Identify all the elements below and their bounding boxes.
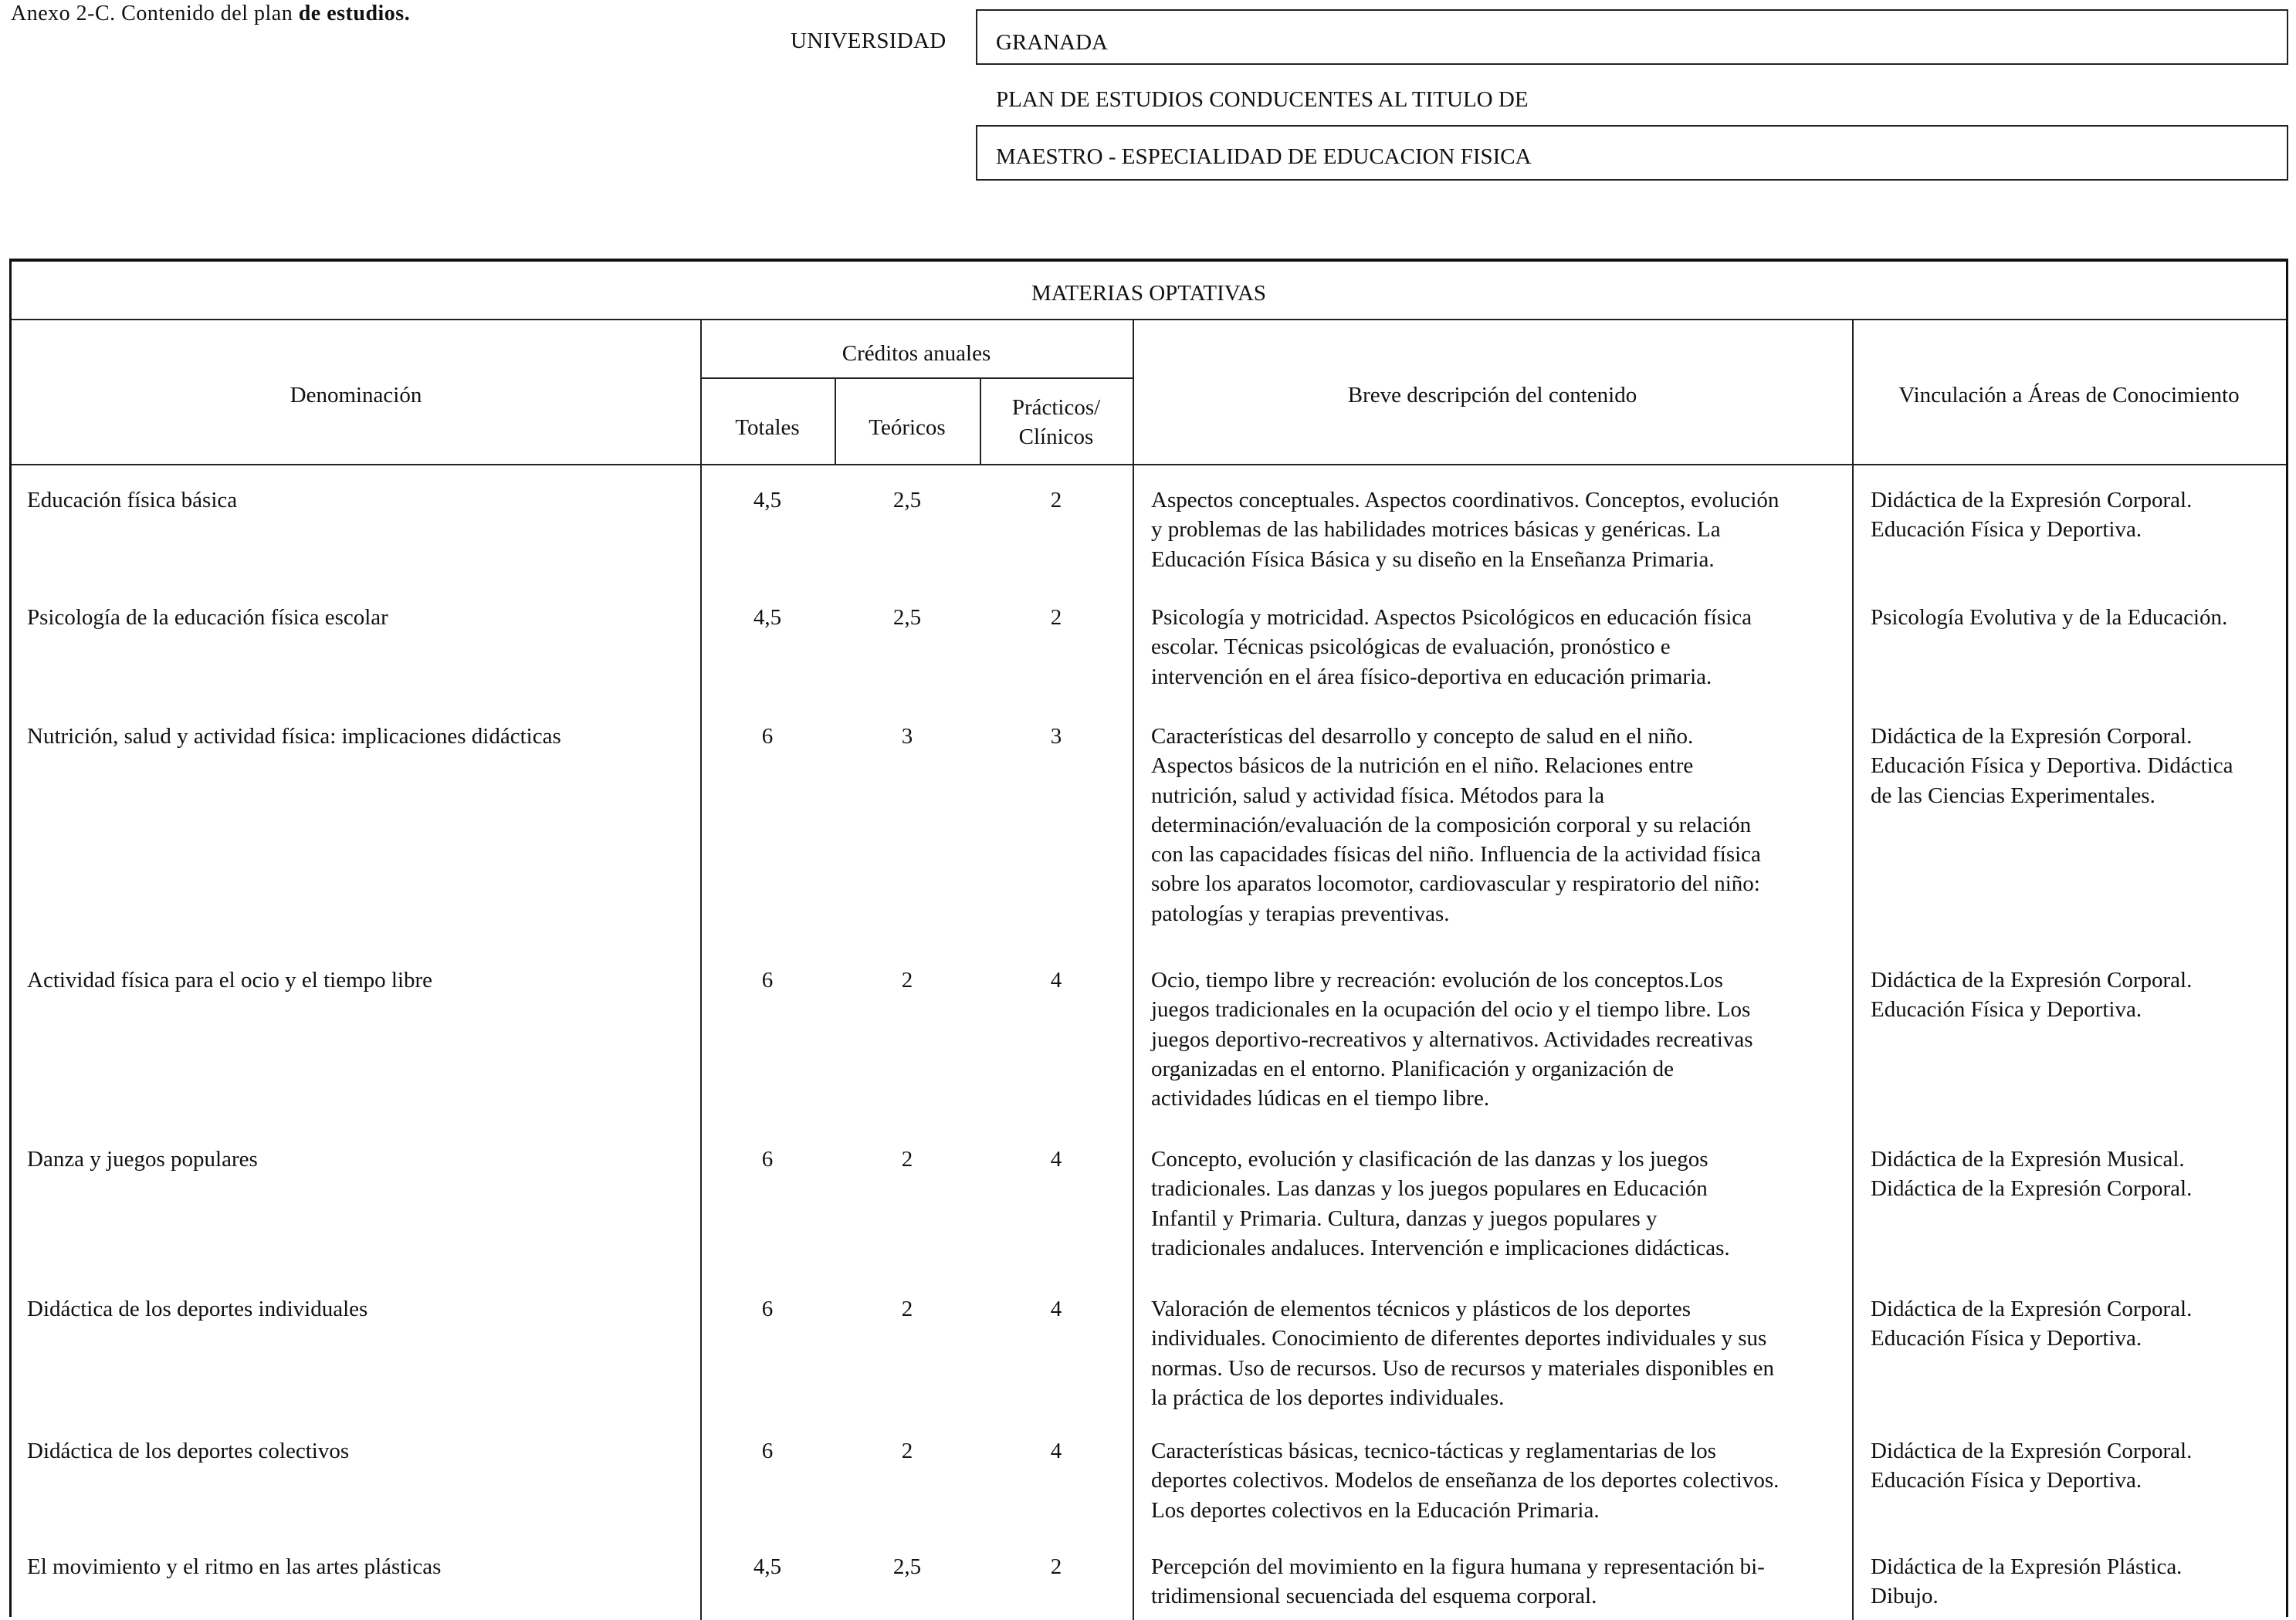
cell-totales: 6 <box>761 968 774 993</box>
table-row-name: Didáctica de los deportes individuales <box>27 1297 368 1321</box>
cell-description <box>1151 1294 1846 1412</box>
description-line: sobre los aparatos locomotor, cardiovascular y respiratorio del niño: <box>1151 871 1760 897</box>
cell-totales: 6 <box>761 1297 774 1321</box>
cell-teoricos: 2,5 <box>892 605 922 630</box>
table-row-name: Educación física básica <box>27 488 238 512</box>
header-vinculacion: Vinculación a Áreas de Conocimiento <box>1898 383 2240 408</box>
cell-areas <box>1871 966 2296 1025</box>
cell-description <box>1151 966 1846 1113</box>
divider-creditos-sub <box>700 377 1133 379</box>
cell-description <box>1151 722 1846 928</box>
table-row-name: Psicología de la educación física escolar <box>27 605 388 630</box>
cell-areas <box>1871 1436 2296 1496</box>
description-line: Ocio, tiempo libre y recreación: evolución de los conceptos.Los <box>1151 968 1723 993</box>
cell-description <box>1151 1436 1846 1525</box>
cell-description <box>1151 1552 1846 1612</box>
header-creditos: Créditos anuales <box>842 341 991 366</box>
area-line: Didáctica de la Expresión Corporal. <box>1871 488 2193 512</box>
description-line: patologías y terapias preventivas. <box>1151 901 1450 926</box>
description-line: nutrición, salud y actividad física. Métodos para la <box>1151 783 1605 808</box>
cell-description <box>1151 1145 1846 1263</box>
description-line: individuales. Conocimiento de diferentes deportes individuales y sus <box>1151 1326 1767 1351</box>
header-denominacion: Denominación <box>290 383 422 408</box>
cell-description <box>1151 485 1846 574</box>
area-line: Dibujo. <box>1871 1584 1939 1609</box>
description-line: actividades lúdicas en el tiempo libre. <box>1151 1086 1490 1111</box>
description-line: Concepto, evolución y clasificación de las danzas y los juegos <box>1151 1147 1708 1172</box>
header-teoricos: Teóricos <box>869 415 946 440</box>
area-line: Didáctica de la Expresión Corporal. <box>1871 968 2193 993</box>
cell-teoricos: 2 <box>901 1147 913 1172</box>
cell-teoricos: 2 <box>901 1297 913 1321</box>
area-line: Educación Física y Deportiva. Didáctica <box>1871 753 2233 779</box>
table-row-name: Nutrición, salud y actividad física: implicaciones didácticas <box>27 724 561 749</box>
cell-teoricos: 2 <box>901 968 913 993</box>
annex-suffix: de estudios. <box>298 2 411 25</box>
header-descripcion: Breve descripción del contenido <box>1347 383 1637 408</box>
area-line: Psicología Evolutiva y de la Educación. <box>1871 605 2228 630</box>
annex-prefix: Anexo 2-C. Contenido del plan <box>11 2 293 25</box>
area-line: Didáctica de la Expresión Musical. <box>1871 1147 2185 1172</box>
cell-totales: 6 <box>761 724 774 749</box>
cell-areas <box>1871 1145 2296 1204</box>
cell-description <box>1151 603 1846 692</box>
description-line: tradicionales. Las danzas y los juegos populares en Educación <box>1151 1176 1708 1202</box>
description-line: deportes colectivos. Modelos de enseñanza de los deportes colectivos. <box>1151 1468 1780 1493</box>
cell-totales: 6 <box>761 1439 774 1463</box>
university-box <box>976 9 2288 65</box>
divider-header-bottom <box>12 464 2286 465</box>
table-row-name: El movimiento y el ritmo en las artes plásticas <box>27 1554 442 1579</box>
annex-title <box>11 0 410 29</box>
description-line: la práctica de los deportes individuales. <box>1151 1385 1505 1410</box>
cell-totales: 4,5 <box>753 1554 782 1579</box>
area-line: de las Ciencias Experimentales. <box>1871 783 2155 808</box>
cell-practicos: 4 <box>1050 1439 1062 1463</box>
table-row-name: Didáctica de los deportes colectivos <box>27 1439 350 1463</box>
area-line: Didáctica de la Expresión Corporal. <box>1871 1176 2193 1202</box>
description-line: Aspectos básicos de la nutrición en el niño. Relaciones entre <box>1151 753 1694 779</box>
divider-descripcion <box>1852 320 1854 1620</box>
cell-practicos: 2 <box>1050 605 1062 630</box>
description-line: Aspectos conceptuales. Aspectos coordinativos. Conceptos, evolución <box>1151 488 1780 512</box>
university-label: UNIVERSIDAD <box>791 29 947 53</box>
cell-totales: 4,5 <box>753 605 782 630</box>
degree-box <box>976 125 2288 181</box>
description-line: intervención en el área físico-deportiva en educación primaria. <box>1151 664 1712 689</box>
area-line: Didáctica de la Expresión Corporal. <box>1871 1439 2193 1463</box>
cell-teoricos: 3 <box>901 724 913 749</box>
university-value: GRANADA <box>996 30 1108 55</box>
cell-practicos: 4 <box>1050 968 1062 993</box>
cell-teoricos: 2,5 <box>892 1554 922 1579</box>
cell-areas <box>1871 603 2296 632</box>
description-line: determinación/evaluación de la composición corporal y su relación <box>1151 812 1752 837</box>
description-line: Características del desarrollo y concepto de salud en el niño. <box>1151 724 1694 749</box>
header-practicos <box>980 393 1133 452</box>
description-line: Valoración de elementos técnicos y plásticos de los deportes <box>1151 1297 1692 1321</box>
divider-creditos <box>1133 320 1134 1620</box>
cell-areas <box>1871 722 2296 810</box>
table-row-name: Danza y juegos populares <box>27 1147 258 1172</box>
cell-teoricos: 2 <box>901 1439 913 1463</box>
area-line: Didáctica de la Expresión Corporal. <box>1871 1297 2193 1321</box>
description-line: escolar. Técnicas psicológicas de evaluación, pronóstico e <box>1151 634 1671 660</box>
cell-teoricos: 2,5 <box>892 488 922 512</box>
cell-practicos: 2 <box>1050 488 1062 512</box>
description-line: y problemas de las habilidades motrices básicas y genéricas. La <box>1151 517 1721 543</box>
description-line: tridimensional secuenciada del esquema corporal. <box>1151 1584 1597 1609</box>
description-line: Los deportes colectivos en la Educación Primaria. <box>1151 1497 1600 1523</box>
description-line: tradicionales andaluces. Intervención e implicaciones didácticas. <box>1151 1235 1730 1260</box>
description-line: con las capacidades físicas del niño. Influencia de la actividad física <box>1151 842 1761 867</box>
description-line: Infantil y Primaria. Cultura, danzas y juegos populares y <box>1151 1206 1658 1231</box>
optional-subjects-table <box>9 259 2288 1617</box>
header-totales: Totales <box>735 415 800 440</box>
description-line: organizadas en el entorno. Planificación y organización de <box>1151 1056 1674 1081</box>
table-row-name: Actividad física para el ocio y el tiempo libre <box>27 968 433 993</box>
description-line: normas. Uso de recursos. Uso de recursos y materiales disponibles en <box>1151 1355 1774 1381</box>
cell-practicos: 3 <box>1050 724 1062 749</box>
description-line: juegos tradicionales en la ocupación del ocio y el tiempo libre. Los <box>1151 997 1751 1023</box>
cell-practicos: 2 <box>1050 1554 1062 1579</box>
area-line: Educación Física y Deportiva. <box>1871 1326 2142 1351</box>
area-line: Didáctica de la Expresión Plástica. <box>1871 1554 2183 1579</box>
cell-practicos: 4 <box>1050 1147 1062 1172</box>
cell-totales: 4,5 <box>753 488 782 512</box>
section-title: MATERIAS OPTATIVAS <box>12 262 2286 320</box>
area-line: Educación Física y Deportiva. <box>1871 1468 2142 1493</box>
area-line: Educación Física y Deportiva. <box>1871 517 2142 543</box>
cell-totales: 6 <box>761 1147 774 1172</box>
cell-areas <box>1871 1294 2296 1354</box>
description-line: juegos deportivo-recreativos y alternativos. Actividades recreativas <box>1151 1026 1753 1052</box>
header-practicos-line2: Clínicos <box>1018 424 1094 450</box>
cell-areas <box>1871 485 2296 545</box>
area-line: Didáctica de la Expresión Corporal. <box>1871 724 2193 749</box>
degree-title: MAESTRO - ESPECIALIDAD DE EDUCACION FISICA <box>996 144 1532 169</box>
description-line: Percepción del movimiento en la figura humana y representación bi- <box>1151 1554 1765 1579</box>
area-line: Educación Física y Deportiva. <box>1871 997 2142 1023</box>
description-line: Psicología y motricidad. Aspectos Psicológicos en educación física <box>1151 605 1752 630</box>
cell-areas <box>1871 1552 2296 1612</box>
header-practicos-line1: Prácticos/ <box>1011 395 1101 420</box>
description-line: Educación Física Básica y su diseño en la Enseñanza Primaria. <box>1151 546 1715 572</box>
cell-practicos: 4 <box>1050 1297 1062 1321</box>
description-line: Características básicas, tecnico-tácticas y reglamentarias de los <box>1151 1439 1716 1463</box>
plan-label: PLAN DE ESTUDIOS CONDUCENTES AL TITULO DE <box>996 87 1529 112</box>
